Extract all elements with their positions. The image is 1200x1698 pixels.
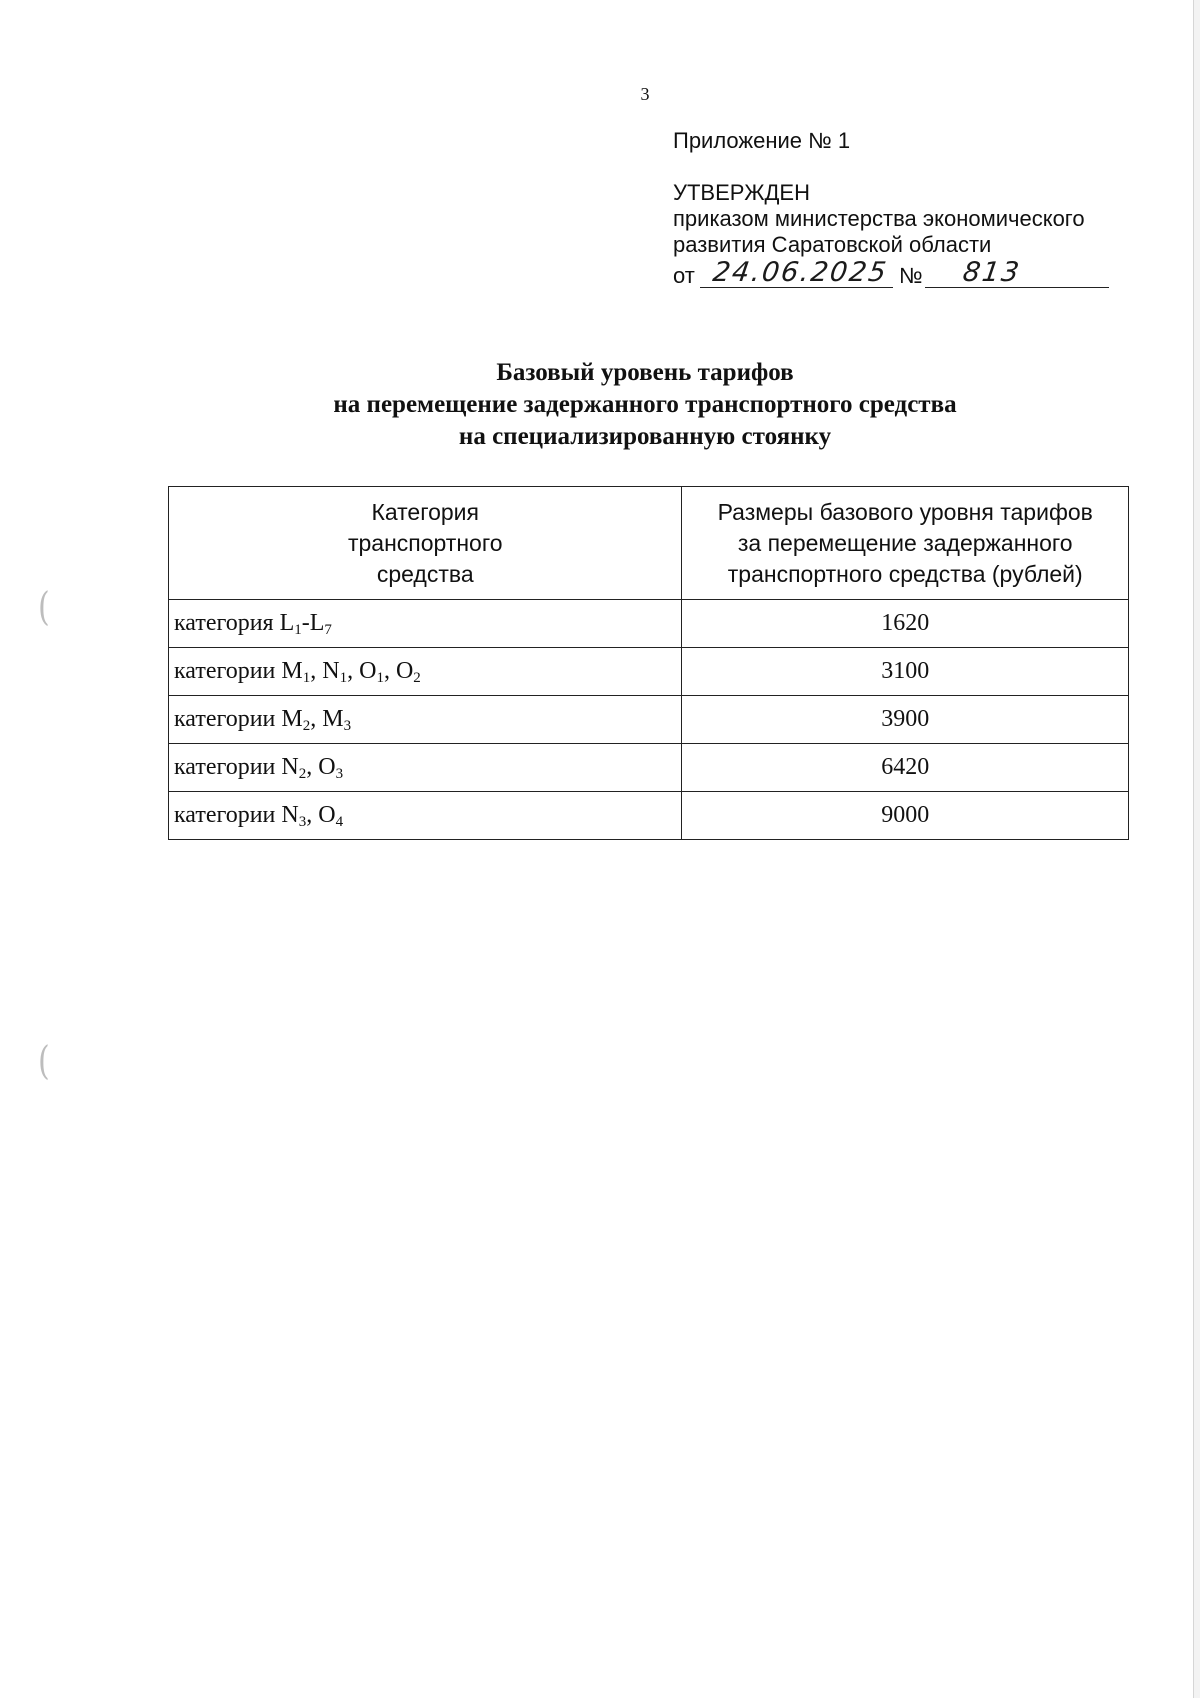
- table-row: [169, 648, 1129, 696]
- number-prefix: №: [899, 263, 923, 288]
- table-row: [169, 792, 1129, 840]
- tariff-value-cell: 1620: [682, 600, 1129, 648]
- header-tariff-line: за перемещение задержанного: [737, 529, 1073, 556]
- category-text: , M: [310, 706, 344, 732]
- vehicle-category-cell: [169, 744, 682, 792]
- vehicle-category-cell: [169, 696, 682, 744]
- category-subscript: 1: [376, 670, 384, 686]
- handwritten-date: 24.06.2025: [710, 257, 890, 288]
- page-number: 3: [640, 84, 650, 104]
- tariff-value-cell: 6420: [682, 744, 1129, 792]
- vehicle-category-cell: [169, 648, 682, 696]
- document-title: [0, 357, 1200, 453]
- category-subscript: 1: [294, 622, 302, 638]
- approval-block: [673, 128, 1113, 290]
- tariff-table: [168, 486, 1129, 840]
- approved-label: УТВЕРЖДЕН: [673, 180, 810, 205]
- scan-page-edge: [1193, 0, 1200, 1698]
- header-category: [169, 487, 682, 600]
- category-text: категории N: [174, 802, 299, 828]
- category-text: , O: [306, 802, 336, 828]
- table-header-row: [169, 487, 1129, 600]
- category-text: , N: [310, 658, 340, 684]
- category-text: -L: [301, 610, 325, 636]
- annex-label: Приложение № 1: [673, 128, 851, 153]
- category-text: категория L: [174, 610, 295, 636]
- header-tariff: [682, 487, 1129, 600]
- category-subscript: 3: [343, 718, 352, 734]
- date-prefix: от: [673, 263, 695, 288]
- header-category-line: средства: [376, 560, 474, 587]
- category-subscript: 2: [413, 670, 421, 686]
- category-subscript: 1: [302, 670, 311, 686]
- category-subscript: 1: [339, 670, 348, 686]
- table-row: [169, 600, 1129, 648]
- category-text: категории M: [174, 706, 303, 732]
- margin-mark: (: [38, 1038, 50, 1085]
- margin-mark: (: [38, 584, 50, 631]
- title-line-3: на специализированную стоянку: [458, 423, 832, 450]
- category-text: , O: [347, 658, 377, 684]
- category-text: категории N: [174, 754, 299, 780]
- category-subscript: 2: [298, 766, 307, 782]
- header-category-line: Категория: [371, 498, 479, 525]
- tariff-value-cell: 3100: [682, 648, 1129, 696]
- header-category-line: транспортного: [347, 529, 503, 556]
- title-line-1: Базовый уровень тарифов: [496, 359, 794, 386]
- table-row: [169, 744, 1129, 792]
- order-line-2: развития Саратовской области: [673, 232, 992, 257]
- category-subscript: 4: [335, 814, 344, 830]
- category-subscript: 3: [335, 766, 344, 782]
- category-subscript: 7: [324, 622, 332, 638]
- category-subscript: 3: [298, 814, 307, 830]
- table-row: [169, 696, 1129, 744]
- category-subscript: 2: [302, 718, 311, 734]
- date-number-line: [673, 258, 1113, 290]
- tariff-value-cell: 3900: [682, 696, 1129, 744]
- vehicle-category-cell: [169, 792, 682, 840]
- header-tariff-line: транспортного средства (рублей): [727, 560, 1083, 587]
- header-tariff-line: Размеры базового уровня тарифов: [717, 498, 1093, 525]
- category-text: , O: [306, 754, 336, 780]
- tariff-value-cell: 9000: [682, 792, 1129, 840]
- category-text: категории M: [174, 658, 303, 684]
- order-line-1: приказом министерства экономического: [673, 206, 1085, 231]
- category-text: , O: [383, 658, 414, 684]
- title-line-2: на перемещение задержанного транспортного средства: [333, 391, 957, 418]
- vehicle-category-cell: [169, 600, 682, 648]
- handwritten-number: 813: [960, 257, 1023, 288]
- table-body: [169, 600, 1129, 840]
